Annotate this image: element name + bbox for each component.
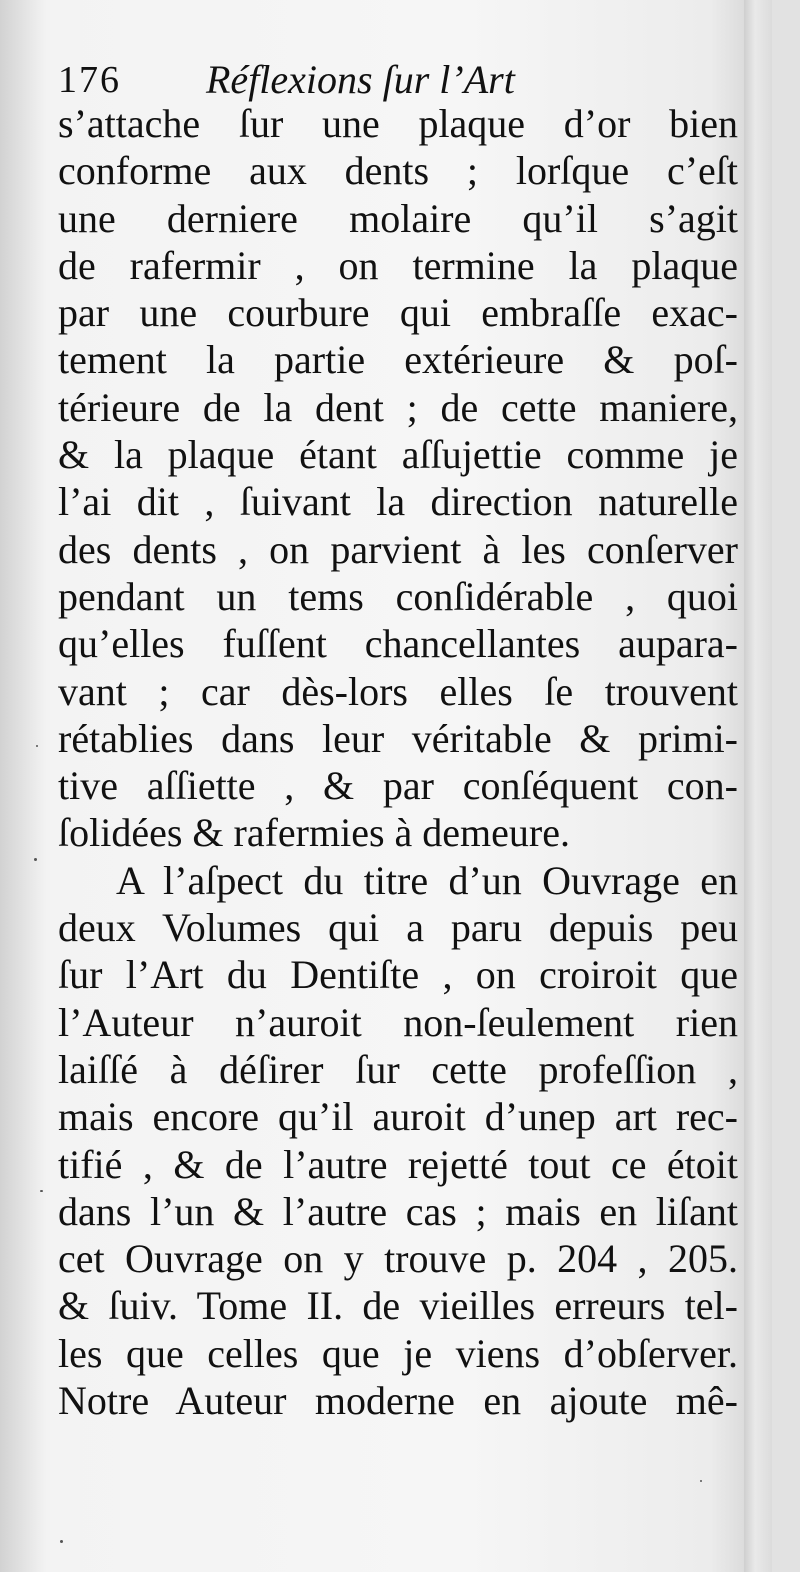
text-line: des dents , on parvient à les conſerver bbox=[58, 526, 738, 572]
paragraph-1 bbox=[58, 100, 738, 857]
text-line: tement la partie extérieure & poſ- bbox=[58, 337, 738, 383]
text-line: rétablies dans leur véritable & primi- bbox=[58, 715, 738, 761]
text-line: térieure de la dent ; de cette maniere, bbox=[58, 384, 738, 430]
page-number: 176 bbox=[58, 59, 121, 101]
text-line: par une courbure qui embraſſe exac- bbox=[58, 290, 738, 336]
text-line: s’attache ſur une plaque d’or bien bbox=[58, 101, 738, 146]
text-line: tifié , & de l’autre rejetté tout ce étoit bbox=[58, 1141, 738, 1187]
text-line: pendant un tems conſidérable , quoi bbox=[58, 573, 738, 619]
text-line: conforme aux dents ; lorſque c’eſt bbox=[58, 148, 738, 194]
text-line: de rafermir , on termine la plaque bbox=[58, 242, 738, 288]
text-line: vant ; car dès-lors elles ſe trouvent bbox=[58, 668, 738, 714]
text-line: A l’aſpect du titre d’un Ouvrage en bbox=[116, 857, 738, 903]
text-line: une derniere molaire qu’il s’agit bbox=[58, 195, 738, 241]
text-line: & ſuiv. Tome II. de vieilles erreurs tel- bbox=[58, 1283, 738, 1329]
paragraph-2 bbox=[58, 857, 738, 1425]
running-title: Réflexions ſur l’Art bbox=[206, 57, 515, 102]
text-line: Notre Auteur moderne en ajoute mê- bbox=[58, 1378, 738, 1424]
text-line: deux Volumes qui a paru depuis peu bbox=[58, 905, 738, 951]
text-line: l’Auteur n’auroit non-ſeulement rien bbox=[58, 999, 738, 1045]
text-line: les que celles que je viens d’obſerver. bbox=[58, 1330, 738, 1376]
text-line: ſur l’Art du Dentiſte , on croiroit que bbox=[58, 952, 738, 998]
text-line: qu’elles fuſſent chancellantes aupara- bbox=[58, 621, 738, 667]
text-line: ſolidées & rafermies à demeure. bbox=[58, 810, 570, 856]
text-line: laiſſé à déſirer ſur cette profeſſion , bbox=[58, 1046, 738, 1092]
text-line: dans l’un & l’autre cas ; mais en liſant bbox=[58, 1188, 738, 1234]
page-edge bbox=[744, 0, 772, 1572]
body-text bbox=[58, 100, 738, 1424]
text-line: mais encore qu’il auroit d’unep art rec- bbox=[58, 1094, 738, 1140]
text-line: cet Ouvrage on y trouve p. 204 , 205. bbox=[58, 1236, 738, 1282]
text-line: & la plaque étant aſſujettie comme je bbox=[58, 432, 738, 478]
text-line: l’ai dit , ſuivant la direction naturelle bbox=[58, 479, 738, 525]
text-line: tive aſſiette , & par conſéquent con- bbox=[58, 763, 738, 809]
